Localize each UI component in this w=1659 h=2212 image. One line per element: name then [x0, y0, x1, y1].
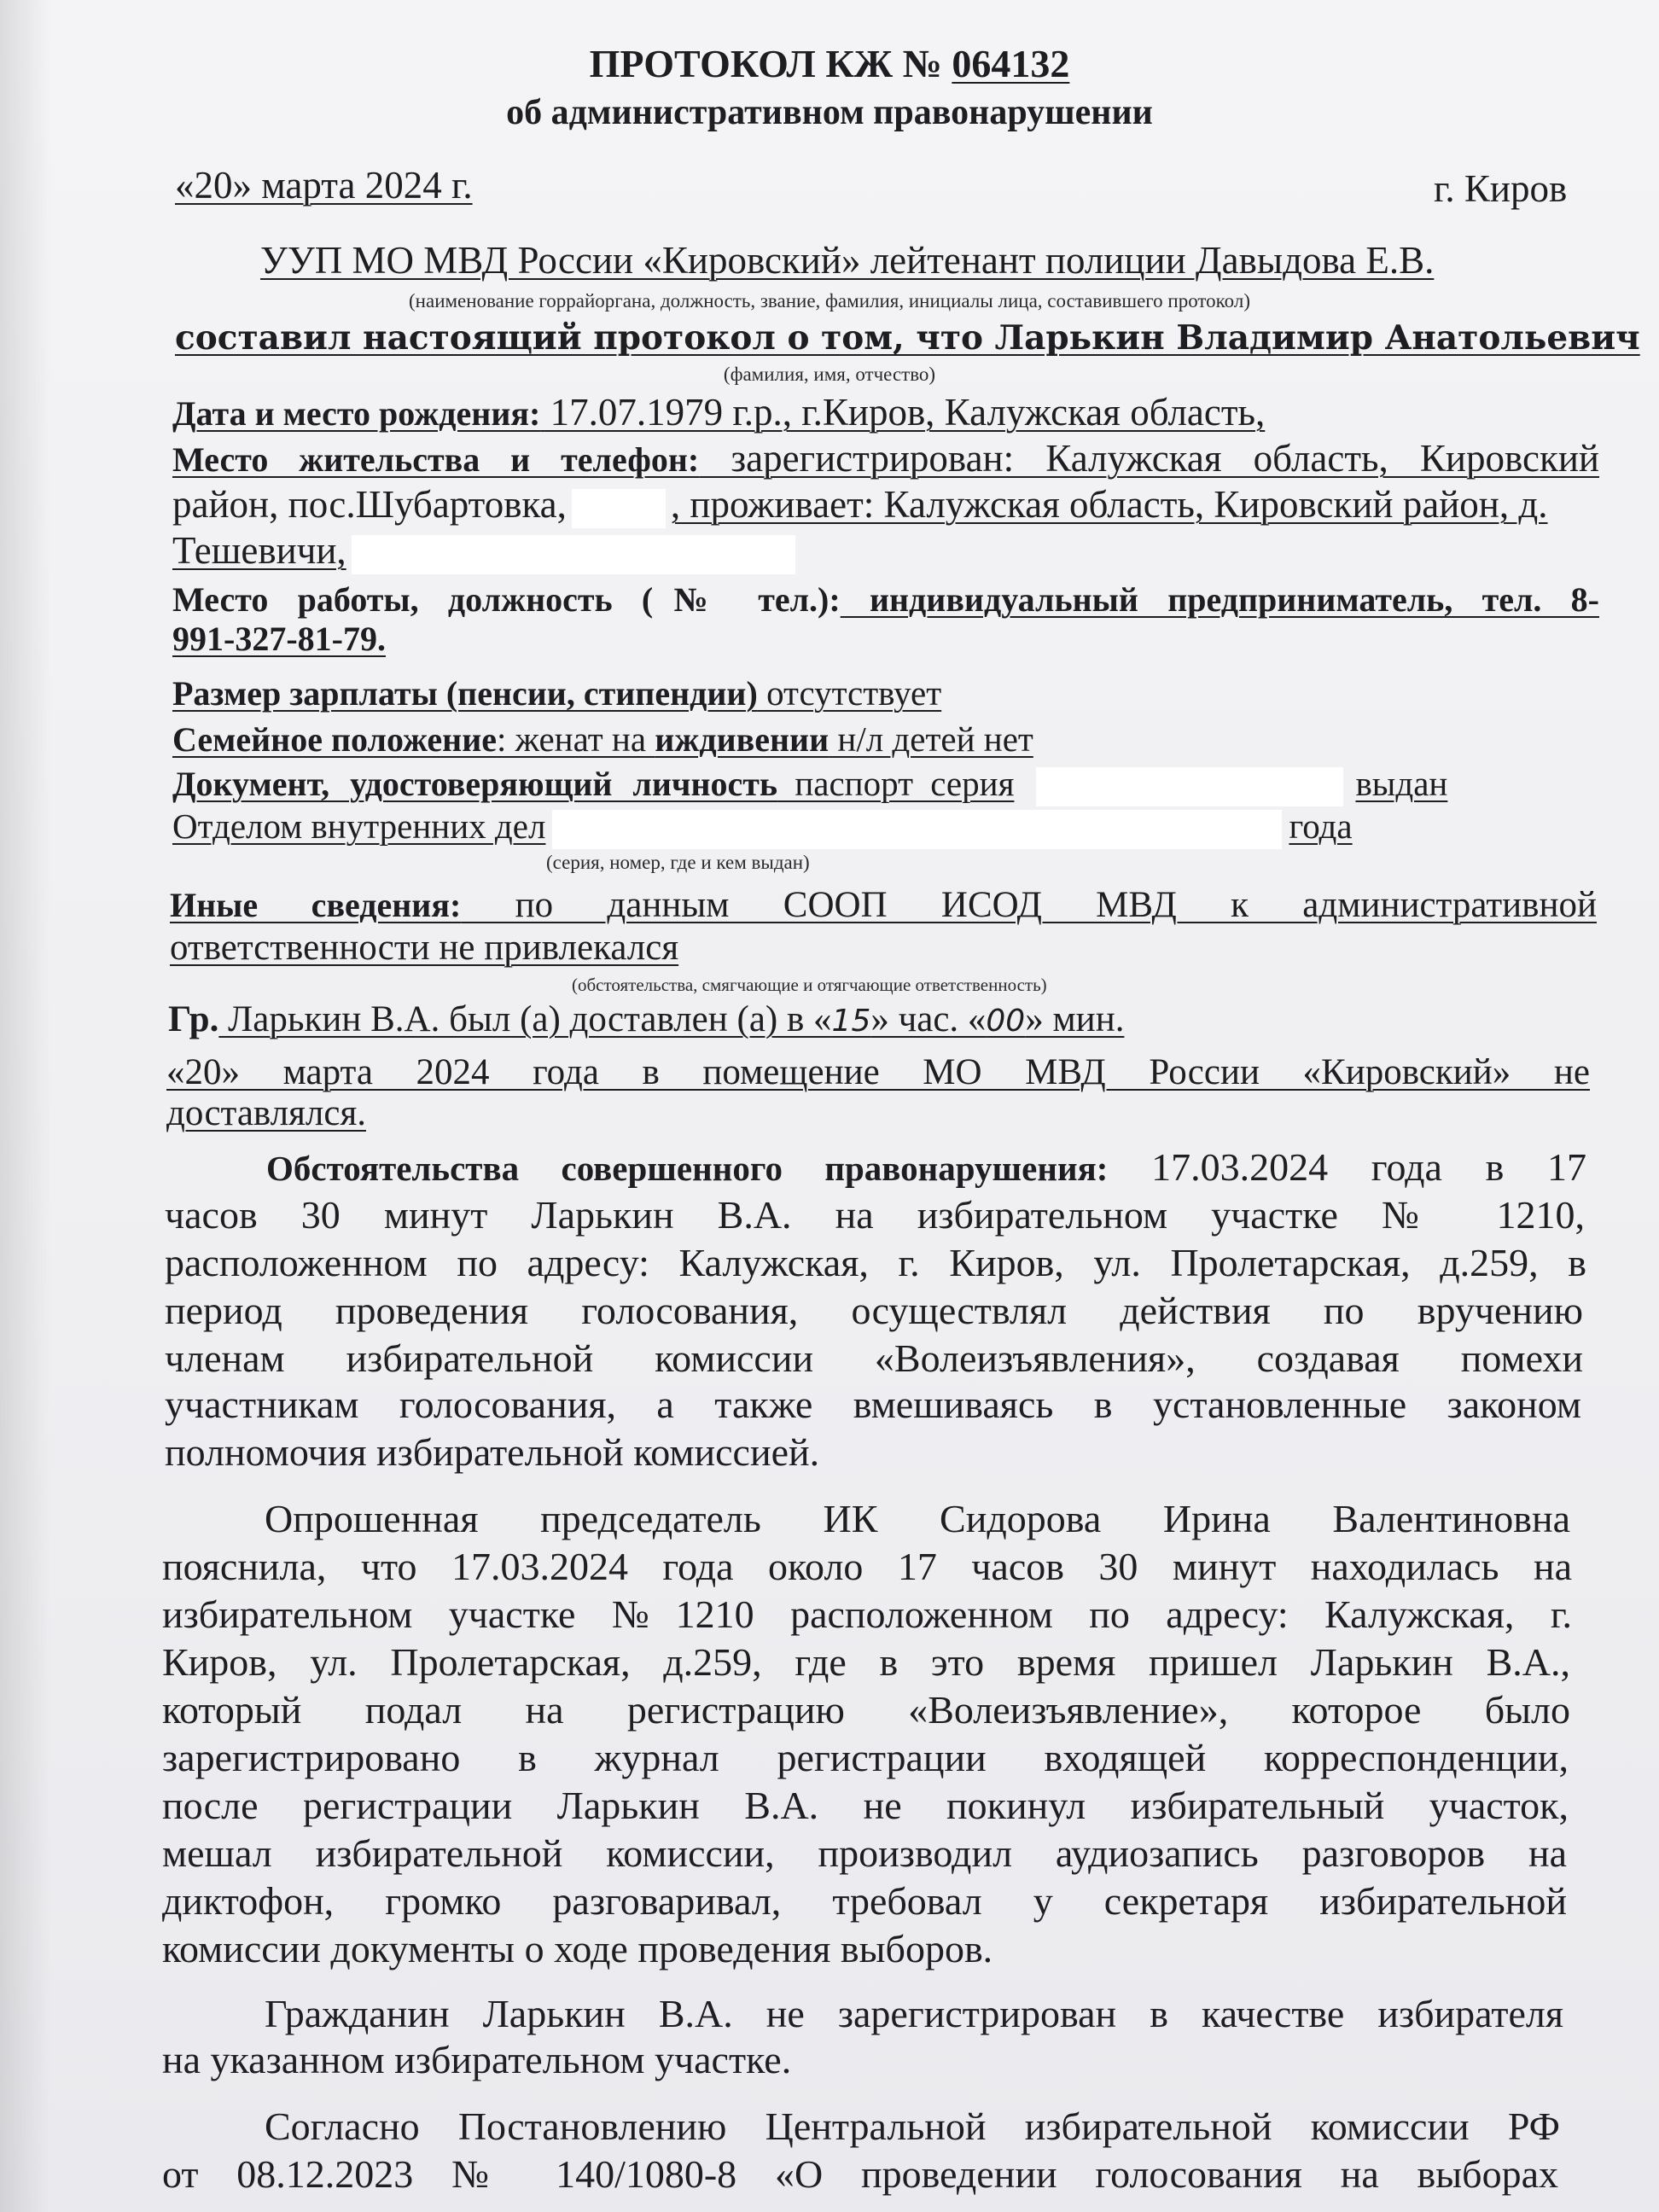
- family-label: Семейное положение: [172, 720, 498, 759]
- circumstances-line-3: расположенном по адресу: Калужская, г. Киров, ул. Пролетарская, д.259, в: [165, 1241, 1586, 1284]
- other-line-1: [170, 882, 1597, 930]
- salary-label: Размер зарплаты (пенсии, стипендии): [172, 674, 758, 713]
- other-caption: (обстоятельства, смягчающие и отягчающие ответственность): [572, 975, 1047, 995]
- protocol-number: 064132: [952, 42, 1070, 85]
- circumstances-line-1: [166, 1145, 1586, 1195]
- delivery-text-c: » мин.: [1025, 999, 1125, 1039]
- delivery-prefix: Гр.: [168, 999, 219, 1039]
- work-line-1: [172, 577, 1599, 625]
- delivery-line-3: доставлялся.: [166, 1093, 366, 1133]
- redacted-address: [352, 535, 795, 574]
- citizen-line-1: Гражданин Ларькин В.А. не зарегистрирован в качестве избирателя: [265, 1992, 1563, 2035]
- citizen-line-2: на указанном избирательном участке.: [162, 2038, 792, 2081]
- circumstances-text-1: 17.03.2024 года в 17: [1108, 1145, 1586, 1189]
- page-shadow: [0, 0, 51, 2212]
- protocol-city: г. Киров: [1434, 167, 1568, 210]
- testimony-line-4: Киров, ул. Пролетарская, д.259, где в это время пришел Ларькин В.А.,: [162, 1640, 1570, 1684]
- doc-caption: (серия, номер, где и кем выдан): [546, 852, 810, 873]
- delivery-text-a: Ларькин В.А. был (а) доставлен (а) в «: [218, 999, 832, 1039]
- statement-line: составил настоящий протокол о том, что Ларькин Владимир Анатольевич: [175, 318, 1640, 358]
- delivery-hour: 15: [831, 1004, 871, 1039]
- residence-value-2a: район, пос.Шубартовка,: [172, 483, 567, 526]
- birth-line: [172, 391, 1265, 435]
- protocol-date: «20» марта 2024 г.: [175, 164, 473, 207]
- testimony-line-9: диктофон, громко разговаривал, требовал у секретаря избирательной: [162, 1879, 1567, 1923]
- redacted-passport: [1036, 767, 1343, 806]
- work-value-1: индивидуальный предприниматель, тел. 8-: [840, 580, 1599, 619]
- family-value-c: н/л детей нет: [829, 719, 1033, 759]
- residence-label: Место жительства и телефон:: [172, 440, 700, 479]
- work-label: Место работы, должность (№ тел.):: [172, 580, 841, 619]
- salary-line: [172, 671, 941, 715]
- testimony-line-8: мешал избирательной комиссии, производил аудиозапись разговоров на: [162, 1831, 1567, 1875]
- doc-value-2b: года: [1289, 806, 1353, 846]
- other-label: Иные сведения:: [170, 886, 462, 924]
- residence-value-1: зарегистрирован: Калужская область, Кировский: [699, 437, 1599, 480]
- doc-value-b: выдан: [1355, 764, 1448, 803]
- circumstances-line-2: часов 30 минут Ларькин В.А. на избирательном участке № 1210,: [165, 1193, 1585, 1237]
- doc-label: Документ, удостоверяющий личность: [172, 765, 778, 803]
- residence-value-3: Тешевичи,: [172, 529, 346, 572]
- residence-line-1: [172, 437, 1599, 485]
- birth-label: Дата и место рождения:: [172, 394, 541, 433]
- delivery-text-b: » час. «: [870, 999, 987, 1039]
- doc-value-a: паспорт серия: [777, 764, 1015, 803]
- testimony-line-7: после регистрации Ларькин В.А. не покинул избирательный участок,: [162, 1784, 1569, 1827]
- family-value-b: иждивении: [655, 720, 830, 759]
- officer-line: УУП МО МВД России «Кировский» лейтенант полиции Давыдова Е.В.: [260, 239, 1435, 282]
- doc-line-1: [172, 761, 1599, 806]
- officer-caption: (наименование горрайоргана, должность, звание, фамилия, инициалы лица, составившего протокол): [409, 290, 1250, 311]
- residence-line-2: [172, 483, 1548, 528]
- testimony-line-6: зарегистрировано в журнал регистрации входящей корреспонденции,: [162, 1736, 1569, 1779]
- birth-value: 17.07.1979 г.р., г.Киров, Калужская область,: [540, 391, 1266, 434]
- other-value-2: ответственности не привлекался: [170, 928, 679, 968]
- resolution-line-1: Согласно Постановлению Центральной избирательной комиссии РФ: [265, 2104, 1560, 2148]
- circumstances-label: Обстоятельства совершенного правонарушения:: [266, 1149, 1109, 1188]
- title-prefix: ПРОТОКОЛ КЖ №: [589, 42, 952, 85]
- circumstances-line-4: период проведения голосования, осуществлял действия по вручению: [165, 1289, 1583, 1332]
- other-value-1: по данным СООП ИСОД МВД к административной: [461, 885, 1597, 925]
- salary-value: отсутствует: [757, 673, 942, 713]
- circumstances-line-7: полномочия избирательной комиссией.: [165, 1430, 820, 1474]
- testimony-line-1: Опрошенная председатель ИК Сидорова Ирина Валентиновна: [265, 1497, 1570, 1540]
- doc-value-2a: Отделом внутренних дел: [172, 806, 546, 846]
- testimony-line-2: пояснила, что 17.03.2024 года около 17 часов 30 минут находилась на: [162, 1545, 1572, 1588]
- protocol-subtitle: об административном правонарушении: [506, 93, 1153, 132]
- delivery-line-2: «20» марта 2024 года в помещение МО МВД России «Кировский» не: [166, 1052, 1590, 1092]
- testimony-line-5: который подал на регистрацию «Волеизъявление», которое было: [162, 1688, 1570, 1732]
- residence-value-2b: , проживает: Калужская область, Кировский район, д.: [670, 483, 1548, 526]
- protocol-title: [0, 41, 1659, 86]
- redacted-issuer: [552, 810, 1282, 849]
- resolution-line-2: от 08.12.2023 № 140/1080-8 «О проведении голосования на выборах: [162, 2152, 1558, 2196]
- circumstances-line-6: участникам голосования, а также вмешиваясь в установленные законом: [165, 1382, 1581, 1426]
- testimony-line-3: избирательном участке №1210 расположенном по адресу: Калужская, г.: [162, 1592, 1572, 1636]
- delivery-minute: 00: [986, 1004, 1026, 1039]
- family-value-a: : женат на: [497, 719, 655, 759]
- work-value-2: 991-327-81-79.: [172, 620, 386, 658]
- name-caption: (фамилия, имя, отчество): [723, 364, 936, 385]
- testimony-line-10: комиссии документы о ходе проведения выборов.: [162, 1927, 993, 1970]
- delivery-line-1: [168, 998, 1124, 1040]
- doc-line-2: [172, 804, 1353, 849]
- circumstances-line-5: членам избирательной комиссии «Волеизъявления», создавая помехи: [165, 1336, 1583, 1380]
- residence-line-3: [172, 529, 795, 574]
- redacted-house: [572, 489, 666, 528]
- family-line: [172, 717, 1033, 761]
